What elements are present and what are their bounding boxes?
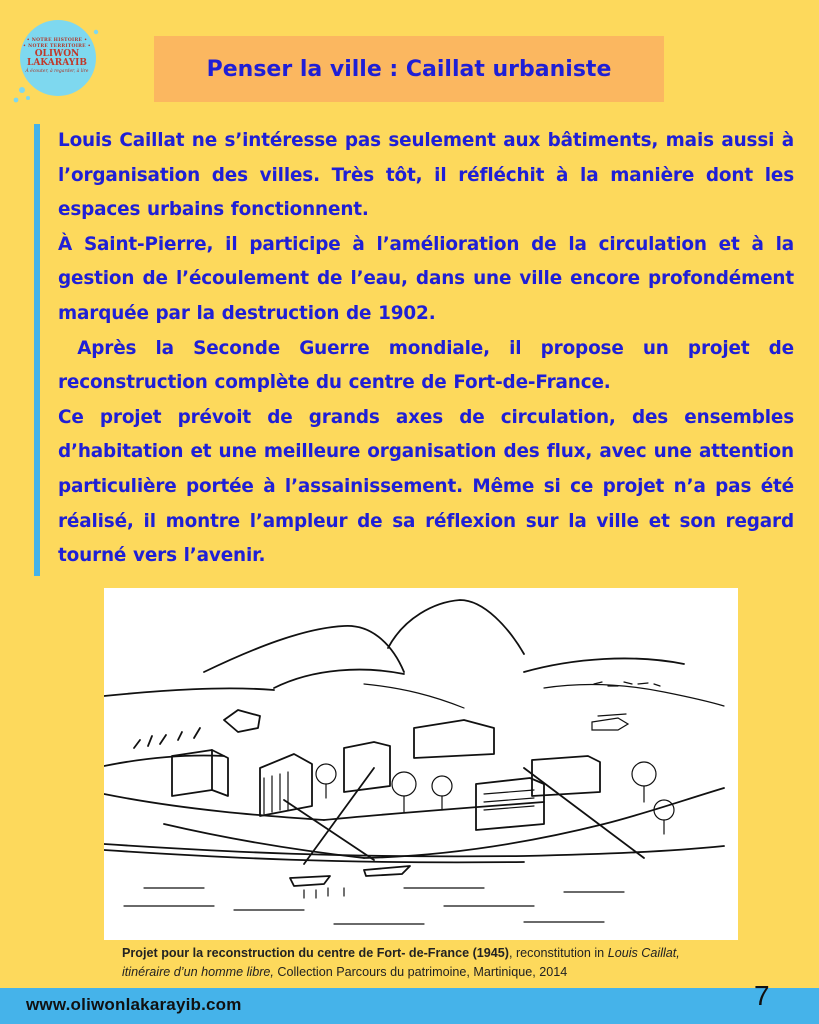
caption-after-bold: , reconstitution in	[508, 946, 608, 960]
paragraph-2: À Saint-Pierre, il participe à l’amélioration de la circulation et à la gestion de l’écoulement de l’eau, dans une ville encore profondément marquée par la destruction de 1902.	[58, 233, 794, 324]
logo-tagline: À écouter, à regarder, à lire	[25, 69, 89, 74]
city-sketch-icon	[104, 588, 738, 940]
caption-italic: Louis Caillat, itinéraire d’un homme libre,	[122, 946, 680, 979]
caption-rest: Collection Parcours du patrimoine, Martinique, 2014	[273, 965, 568, 979]
logo-line-2: • NOTRE TERRITOIRE •	[23, 44, 91, 49]
logo-line-1: • NOTRE HISTOIRE •	[26, 38, 88, 43]
page-title: Penser la ville : Caillat urbaniste	[206, 56, 612, 82]
caption-bold: Projet pour la reconstruction du centre de Fort- de-France (1945)	[122, 946, 509, 960]
logo-name-1: OLIWON	[34, 49, 80, 59]
figure-caption	[122, 944, 722, 982]
reconstruction-sketch	[104, 588, 738, 940]
page-number: 7	[754, 980, 770, 1011]
footer-bar	[0, 988, 819, 1024]
title-banner	[154, 36, 664, 102]
paragraph-4: Ce projet prévoit de grands axes de circulation, des ensembles d’habitation et une meilleure organisation des flux, avec une attention particulière portée à l’assainissement. Même si ce projet n’a pas été réalisé, il montre l’ampleur de sa réflexion sur la ville et son regard tourné vers l’avenir.	[58, 406, 794, 567]
logo	[12, 18, 104, 104]
website-link[interactable]: www.oliwonlakarayib.com	[26, 995, 242, 1014]
paragraph-3: Après la Seconde Guerre mondiale, il propose un projet de reconstruction complète du centre de Fort-de-France.	[58, 337, 801, 394]
logo-name-2: LAKARAYIB	[26, 58, 87, 68]
body-text	[34, 124, 801, 576]
paragraph-1: Louis Caillat ne s’intéresse pas seulement aux bâtiments, mais aussi à l’organisation des villes. Très tôt, il réfléchit à la manière dont les espaces urbains fonctionnent.	[58, 130, 794, 221]
